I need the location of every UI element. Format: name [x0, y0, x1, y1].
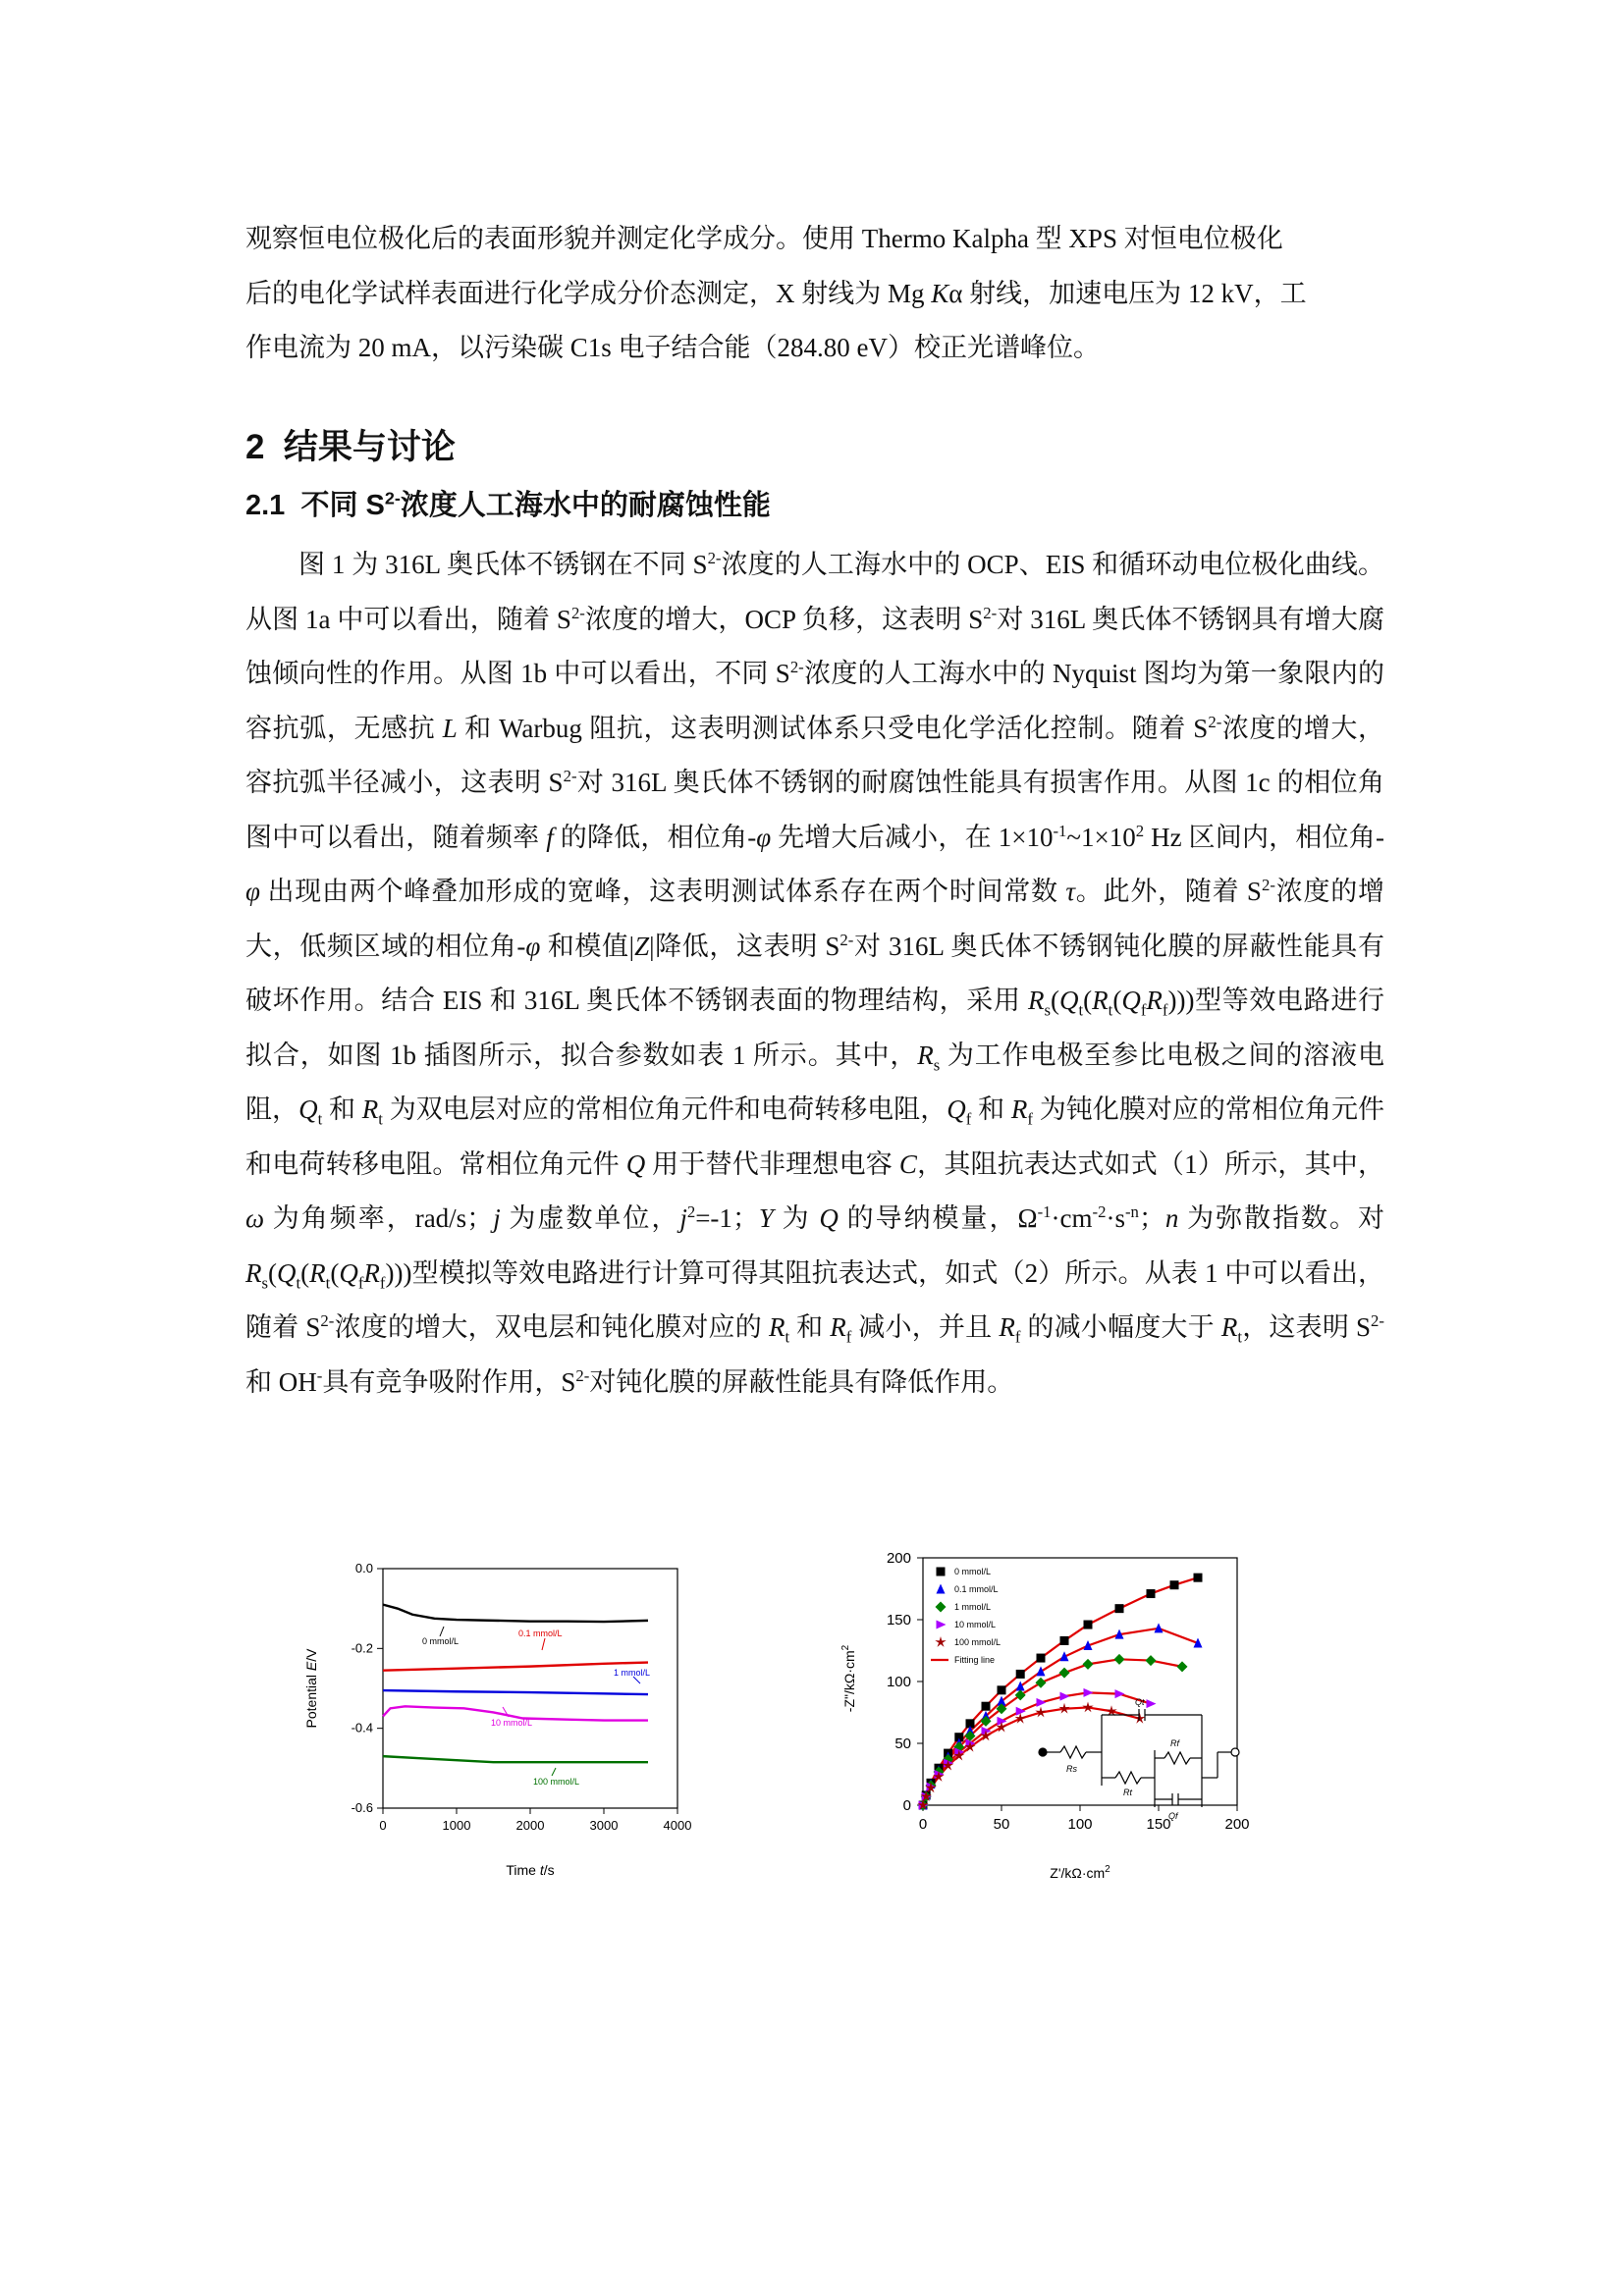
nyq-plot-frame	[923, 1558, 1237, 1805]
body-var: τ	[1065, 877, 1076, 906]
body-var: R	[1092, 986, 1109, 1015]
nyq-point-0	[1016, 1670, 1025, 1679]
body-sub: s	[261, 1272, 269, 1292]
body-var: R	[999, 1312, 1015, 1342]
intro-line-1: 观察恒电位极化后的表面形貌并测定化学成分。使用 Thermo Kalpha 型 XPS 对恒电位极化	[245, 224, 1283, 253]
nyq-point-0	[1084, 1621, 1093, 1629]
body-run: 的导纳模量，Ω	[838, 1203, 1038, 1233]
nyq-point-0	[1115, 1604, 1124, 1613]
body-run: ，其阻抗表达式如式（1）所示，其中，	[916, 1148, 1385, 1179]
body-var: Z	[634, 931, 650, 961]
body-run: )))型等效电路进行拟合，如图 1b 插图所示，拟合参数如表 1 所示。其中，	[245, 986, 1384, 1070]
body-sub: t	[1237, 1327, 1242, 1347]
nyq-point-0	[1147, 1589, 1156, 1598]
nyq-ylabel: $-Z"/k\Omega\cdot cm^2$	[840, 1644, 857, 1713]
nyq-ytick-label: 200	[886, 1550, 911, 1567]
ocp-ytick-label: 0.0	[354, 1561, 373, 1575]
body-run: Hz 区间内，相位角-	[1144, 822, 1384, 852]
body-run: 和 OH	[245, 1366, 317, 1397]
nyq-legend-label-1: 0.1 mmol/L	[954, 1584, 999, 1594]
nyq-legend-label-3: 10 mmol/L	[954, 1620, 997, 1629]
body-run: 出现由两个峰叠加形成的宽峰，这表明测试体系存在两个时间常数	[259, 877, 1066, 906]
ocp-ann-0: 0 mmol/L	[422, 1636, 460, 1646]
body-sub: f	[1162, 1000, 1168, 1020]
body-var: Q	[1059, 986, 1079, 1015]
body-var: Q	[947, 1095, 966, 1124]
body-sub: s	[1044, 1000, 1052, 1020]
subsection-sup: 2-	[384, 488, 401, 508]
body-var: R	[361, 1095, 379, 1124]
nyq-xtick-label: 200	[1224, 1816, 1250, 1833]
nyq-point-2	[1036, 1678, 1047, 1688]
body-run: ~1×10	[1066, 822, 1136, 852]
body-var: C	[898, 1148, 917, 1179]
sup-charge: 2-	[320, 1311, 335, 1330]
body-run: ·cm	[1051, 1203, 1093, 1233]
body-run: (	[268, 1257, 278, 1288]
nyq-legend	[931, 1567, 1001, 1665]
intro-line-2b: α 射线，加速电压为 12 kV，工	[948, 278, 1307, 308]
body-sub: t	[317, 1109, 323, 1129]
body-var: φ	[245, 877, 260, 906]
body-var: R	[917, 1040, 934, 1070]
nyq-point-0	[1170, 1580, 1179, 1589]
nyq-point-2	[1059, 1668, 1070, 1679]
sup-charge: 2-	[707, 549, 722, 567]
body-sub: f	[1140, 1000, 1147, 1020]
nyq-ytick-label: 0	[902, 1797, 911, 1814]
body-var: Q	[625, 1148, 646, 1179]
sup-charge: 2-	[570, 603, 585, 622]
nyq-xtick-label: 100	[1067, 1816, 1093, 1833]
circuit-label-qf: Qf	[1168, 1811, 1178, 1821]
ocp-series-line-2	[383, 1690, 648, 1694]
nyq-point-2	[1114, 1654, 1125, 1665]
circuit-label-qt: Qt	[1135, 1697, 1145, 1707]
body-paragraph	[245, 538, 1384, 1410]
body-var: Y	[758, 1203, 774, 1233]
circuit-label-rs: Rs	[1066, 1764, 1077, 1774]
ocp-ann-10: 10 mmol/L	[491, 1718, 533, 1728]
intro-line-3: 作电流为 20 mA，以污染碳 C1s 电子结合能（284.80 eV）校正光谱峰位。	[245, 333, 1100, 362]
body-sup: 2	[686, 1202, 696, 1221]
body-run: ，这表明 S	[1241, 1312, 1372, 1342]
ocp-xtick-label: 3000	[589, 1818, 619, 1833]
section-heading	[245, 420, 456, 469]
body-run: 浓度的人工海水中的 Nyquist 图均为第一象限内的容抗弧，无感抗	[245, 659, 1385, 743]
nyq-point-0	[1060, 1636, 1069, 1645]
body-run: 为弥散指数。对	[1178, 1203, 1385, 1233]
ocp-series-line-0	[383, 1605, 648, 1622]
nyq-point-2	[1177, 1661, 1188, 1672]
body-var: Q	[819, 1203, 839, 1233]
body-var: f	[546, 822, 554, 852]
nyq-legend-fit-label: Fitting line	[954, 1655, 996, 1665]
body-run: (	[1112, 986, 1122, 1015]
ocp-ann-arrow	[542, 1638, 545, 1650]
body-run: 浓度的人工海水中的 OCP、EIS 和循环动电位极化曲线。从图 1a 中可以看出，随着 S	[245, 550, 1384, 634]
body-run: 先增大后减小，在 1×10	[771, 822, 1054, 852]
body-run: 浓度的增大，容抗弧半径减小，这表明 S	[245, 713, 1385, 797]
body-run: (	[300, 1257, 310, 1288]
body-run: )))型模拟等效电路进行计算可得其阻抗表达式，如式（2）所示。从表 1 中可以看出，随着 S	[245, 1257, 1384, 1342]
body-run: 浓度的增大，低频区域的相位角-	[245, 877, 1384, 961]
body-sub: f	[357, 1272, 364, 1292]
nyq-point-2	[1083, 1659, 1094, 1670]
ocp-series-line-4	[383, 1756, 648, 1762]
body-var: n	[1164, 1203, 1179, 1233]
body-sup: -1	[1037, 1202, 1052, 1221]
ocp-xtick-label: 2000	[515, 1818, 545, 1833]
sup-charge: 2-	[1208, 712, 1222, 731]
nyq-point-1	[1016, 1682, 1025, 1691]
body-run: 和	[971, 1095, 1011, 1124]
body-run: ；	[1138, 1203, 1165, 1233]
ocp-chart	[295, 1536, 766, 1899]
body-var: R	[1220, 1312, 1238, 1342]
nyq-legend-label-4: 100 mmol/L	[954, 1637, 1001, 1647]
nyq-point-3	[1147, 1699, 1157, 1708]
subsection-title-1: 不同 S	[300, 490, 385, 521]
ocp-ann-arrow	[552, 1768, 556, 1776]
nyq-xlabel: $Z'/k\Omega\cdot cm^2$	[1050, 1864, 1110, 1881]
equivalent-circuit-icon	[1039, 1709, 1239, 1807]
body-run: 和	[322, 1095, 362, 1124]
intro-line-2k: K	[931, 278, 949, 308]
body-var: R	[1146, 986, 1163, 1015]
body-sub: f	[965, 1109, 972, 1129]
nyq-point-0	[1037, 1654, 1046, 1663]
body-sup: -	[316, 1365, 323, 1385]
section-title: 结果与讨论	[283, 428, 456, 466]
body-run: (	[330, 1257, 340, 1288]
sup-charge: 2-	[1371, 1311, 1384, 1330]
body-run: 为双电层对应的常相位角元件和电荷转移电阻，	[382, 1095, 947, 1124]
body-run: 图 1 为 316L 奥氏体不锈钢在不同 S	[298, 550, 708, 579]
sup-charge: 2-	[1261, 876, 1275, 894]
nyq-legend-marker-0	[937, 1568, 946, 1576]
circuit-labels	[1066, 1697, 1180, 1821]
nyq-xtick-label: 0	[918, 1816, 928, 1833]
sup-charge: 2-	[563, 767, 577, 785]
body-sub: t	[1078, 1000, 1084, 1020]
body-sub: t	[325, 1272, 331, 1292]
body-var: Q	[1121, 986, 1141, 1015]
ocp-ann-1: 1 mmol/L	[614, 1668, 651, 1678]
body-run: 为虚数单位，	[500, 1203, 680, 1233]
body-var: Q	[339, 1257, 358, 1288]
section-number: 2	[245, 428, 265, 466]
nyq-xtick-label: 50	[993, 1816, 1010, 1833]
nyq-legend-marker-3	[937, 1621, 947, 1629]
body-run: |降低，这表明 S	[649, 931, 840, 961]
body-sub: t	[785, 1327, 790, 1347]
body-run: 对 316L 奥氏体不锈钢具有增大腐蚀倾向性的作用。从图 1b 中可以看出，不同 S	[245, 604, 1385, 688]
body-var: R	[830, 1312, 846, 1342]
body-var: R	[768, 1312, 785, 1342]
sup-charge: 2-	[789, 658, 804, 676]
nyq-point-0	[998, 1685, 1006, 1694]
nyq-legend-label-0: 0 mmol/L	[954, 1567, 992, 1576]
ocp-series-line-1	[383, 1663, 648, 1671]
intro-line-2a: 后的电化学试样表面进行化学成分价态测定，X 射线为 Mg	[245, 278, 932, 308]
body-run: 用于替代非理想电容	[645, 1148, 899, 1179]
body-var: j	[493, 1203, 501, 1233]
body-sub: f	[1027, 1109, 1033, 1129]
body-run: 为工作电极至参比电极之间的溶液电阻，	[245, 1040, 1385, 1124]
subsection-heading	[245, 483, 771, 523]
body-var: R	[363, 1257, 380, 1288]
ocp-ytick-label: -0.6	[351, 1800, 373, 1815]
body-var: R	[1010, 1095, 1028, 1124]
ocp-xlabel: Time t/s	[506, 1862, 555, 1878]
body-sub: t	[1108, 1000, 1113, 1020]
body-run: 对 316L 奥氏体不锈钢的耐腐蚀性能具有损害作用。从图 1c 的相位角图中可以看出，随着频率	[245, 768, 1385, 852]
body-run: 为角频率，rad/s；	[264, 1203, 494, 1233]
body-sup: -1	[1053, 821, 1067, 840]
body-sup: -n	[1124, 1202, 1139, 1221]
sup-charge: 2-	[575, 1365, 590, 1385]
body-sub: f	[379, 1272, 386, 1292]
ocp-xtick-label: 1000	[442, 1818, 471, 1833]
body-var: φ	[525, 931, 541, 961]
ocp-series	[383, 1605, 651, 1763]
body-run: 对 316L 奥氏体不锈钢钝化膜的屏蔽性能具有破坏作用。结合 EIS 和 316L 奥氏体不锈钢表面的物理结构，采用	[245, 931, 1384, 1015]
body-var: Q	[277, 1257, 297, 1288]
body-run: 的降低，相位角-	[553, 822, 757, 852]
ocp-ticks	[352, 1561, 692, 1833]
nyq-legend-label-2: 1 mmol/L	[954, 1602, 992, 1612]
body-var: Q	[298, 1095, 318, 1124]
body-run: 的减小幅度大于	[1020, 1312, 1221, 1342]
ocp-ylabel: Potential E/V	[303, 1648, 319, 1729]
body-sub: t	[378, 1109, 383, 1129]
body-run: 浓度的增大，OCP 负移，这表明 S	[584, 604, 984, 634]
body-sup: -2	[1092, 1202, 1107, 1221]
body-run: 为钝化膜对应的常相位角元件和电荷转移电阻。常相位角元件	[245, 1095, 1385, 1179]
nyq-point-3	[1016, 1707, 1026, 1716]
circuit-label-rf: Rf	[1170, 1738, 1179, 1748]
body-run: 对钝化膜的屏蔽性能具有降低作用。	[589, 1366, 1014, 1397]
nyquist-chart	[825, 1536, 1296, 1899]
body-run: 和	[789, 1312, 831, 1342]
ocp-ann-01: 0.1 mmol/L	[518, 1629, 563, 1638]
body-sup: 2	[1135, 821, 1145, 840]
body-var: φ	[756, 822, 772, 852]
body-run: 和模值|	[540, 931, 635, 961]
body-run: (	[1083, 986, 1093, 1015]
nyq-point-0	[982, 1702, 991, 1711]
body-run: 和 Warbug 阻抗，这表明测试体系只受电化学活化控制。随着 S	[457, 713, 1209, 743]
body-sub: f	[845, 1327, 852, 1347]
body-var: R	[309, 1257, 326, 1288]
ocp-ann-100: 100 mmol/L	[533, 1777, 580, 1787]
body-var: R	[245, 1257, 262, 1288]
body-var: j	[679, 1203, 687, 1233]
ocp-ann-arrow	[440, 1627, 444, 1636]
body-run: ·s	[1106, 1203, 1125, 1233]
nyq-point-3	[1084, 1688, 1094, 1697]
body-run: 减小，并且	[851, 1312, 1000, 1342]
nyq-legend-marker-4	[935, 1636, 946, 1647]
nyq-point-2	[1146, 1655, 1157, 1666]
nyq-ytick-label: 50	[894, 1735, 911, 1752]
body-sub: t	[296, 1272, 301, 1292]
sup-charge: 2-	[839, 930, 854, 949]
body-sub: s	[933, 1054, 941, 1074]
sup-charge: 2-	[983, 603, 998, 622]
nyq-point-3	[1115, 1689, 1125, 1698]
ocp-ann-arrow	[633, 1677, 640, 1683]
nyq-point-3	[1037, 1698, 1047, 1707]
nyq-point-3	[1060, 1692, 1070, 1701]
nyq-legend-marker-1	[937, 1584, 946, 1594]
nyq-ytick-label: 100	[886, 1674, 911, 1690]
body-run: =-1；	[695, 1203, 759, 1233]
ocp-ytick-label: -0.4	[351, 1720, 373, 1735]
ocp-ytick-label: -0.2	[351, 1640, 373, 1656]
ocp-xtick-label: 4000	[663, 1818, 692, 1833]
body-run: 为	[773, 1203, 820, 1233]
body-var: R	[1028, 986, 1045, 1015]
body-sub: f	[1014, 1327, 1021, 1347]
body-run: (	[1051, 986, 1060, 1015]
circuit-label-rt: Rt	[1123, 1788, 1132, 1797]
subsection-number: 2.1	[245, 490, 286, 521]
intro-paragraph	[245, 212, 1384, 376]
ocp-plot-frame	[383, 1569, 677, 1808]
nyq-point-0	[1194, 1574, 1203, 1582]
subsection-title-2: 浓度人工海水中的耐腐蚀性能	[400, 490, 771, 521]
body-var: ω	[245, 1203, 265, 1233]
ocp-xtick-label: 0	[379, 1818, 387, 1833]
body-run: 具有竞争吸附作用，S	[322, 1366, 576, 1397]
nyq-legend-marker-2	[936, 1602, 947, 1613]
body-var: L	[442, 713, 458, 743]
nyq-xtick-label: 150	[1146, 1816, 1171, 1833]
body-run: 浓度的增大，双电层和钝化膜对应的	[334, 1312, 769, 1342]
nyq-point-1	[1037, 1666, 1046, 1676]
nyq-ytick-label: 150	[886, 1612, 911, 1629]
body-run: 。此外，随着 S	[1075, 877, 1262, 906]
